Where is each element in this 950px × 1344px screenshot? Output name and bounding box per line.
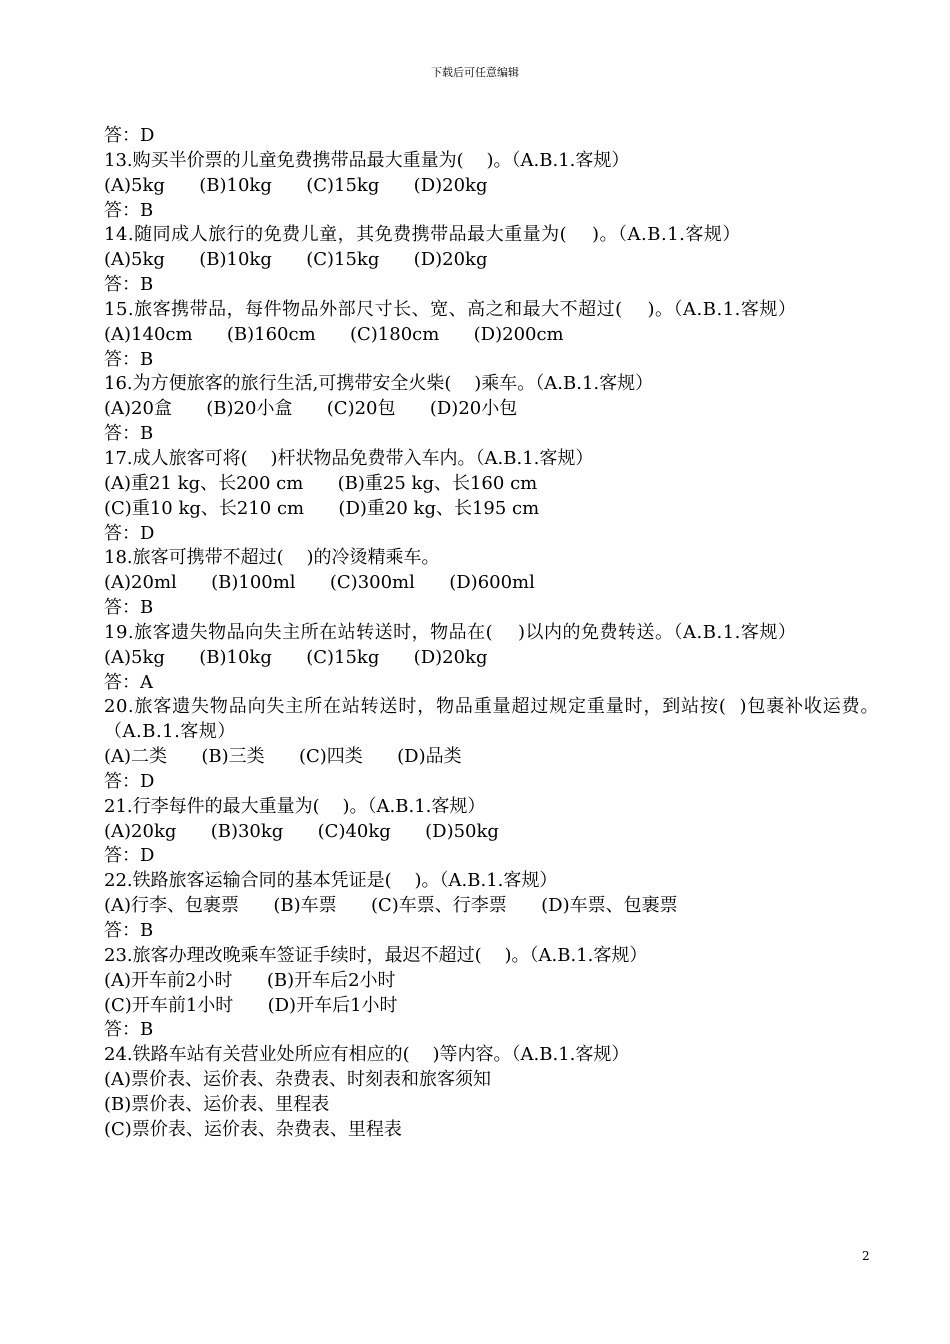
options-19: (A)5kg (B)10kg (C)15kg (D)20kg bbox=[104, 646, 488, 668]
question-19: 19.旅客遗失物品向失主所在站转送时，物品在( )以内的免费转送。（A.B.1.客规） bbox=[104, 621, 797, 643]
question-23: 23.旅客办理改晚乘车签证手续时，最迟不超过( )。（A.B.1.客规） bbox=[104, 944, 648, 966]
question-15: 15.旅客携带品，每件物品外部尺寸长、宽、高之和最大不超过( )。（A.B.1.客规） bbox=[104, 298, 797, 320]
options-23-cd: (C)开车前1小时 (D)开车后1小时 bbox=[104, 994, 398, 1016]
answer-14: 答：B bbox=[104, 274, 154, 296]
question-16: 16.为方便旅客的旅行生活,可携带安全火柴( )乘车。（A.B.1.客规） bbox=[104, 373, 654, 395]
page-header: 下载后可任意编辑 bbox=[431, 66, 519, 79]
answer-17: 答：D bbox=[104, 522, 155, 544]
answer-20: 答：D bbox=[104, 770, 155, 792]
option-24-a: (A)票价表、运价表、杂费表、时刻表和旅客须知 bbox=[104, 1069, 492, 1091]
options-14: (A)5kg (B)10kg (C)15kg (D)20kg bbox=[104, 249, 488, 271]
answer-21: 答：D bbox=[104, 845, 155, 867]
options-13: (A)5kg (B)10kg (C)15kg (D)20kg bbox=[104, 174, 488, 196]
answer-23: 答：B bbox=[104, 1019, 154, 1041]
options-15: (A)140cm (B)160cm (C)180cm (D)200cm bbox=[104, 323, 564, 345]
options-17-cd: (C)重10 kg、长210 cm (D)重20 kg、长195 cm bbox=[104, 497, 540, 519]
question-21: 21.行李每件的最大重量为( )。（A.B.1.客规） bbox=[104, 795, 486, 817]
options-17-ab: (A)重21 kg、长200 cm (B)重25 kg、长160 cm bbox=[104, 472, 538, 494]
question-24: 24.铁路车站有关营业处所应有相应的( )等内容。（A.B.1.客规） bbox=[104, 1044, 630, 1066]
answer-16: 答：B bbox=[104, 423, 154, 445]
question-17: 17.成人旅客可将( )杆状物品免费带入车内。（A.B.1.客规） bbox=[104, 447, 594, 469]
options-20: (A)二类 (B)三类 (C)四类 (D)品类 bbox=[104, 746, 462, 768]
page-number: 2 bbox=[862, 1249, 870, 1263]
options-18: (A)20ml (B)100ml (C)300ml (D)600ml bbox=[104, 572, 535, 594]
answer-15: 答：B bbox=[104, 348, 154, 370]
answer-22: 答：B bbox=[104, 920, 154, 941]
answer-13: 答：B bbox=[104, 199, 154, 221]
options-23-ab: (A)开车前2小时 (B)开车后2小时 bbox=[104, 969, 396, 991]
option-24-c: (C)票价表、运价表、杂费表、里程表 bbox=[104, 1118, 402, 1140]
options-16: (A)20盒 (B)20小盒 (C)20包 (D)20小包 bbox=[104, 398, 518, 420]
answer-18: 答：B bbox=[104, 597, 154, 619]
document-body bbox=[104, 124, 879, 1143]
question-20: 20.旅客遗失物品向失主所在站转送时，物品重量超过规定重量时，到站按( )包裹补收运费。（A.B.1.客规） bbox=[104, 696, 879, 743]
answer-12: 答：D bbox=[104, 125, 155, 146]
options-21: (A)20kg (B)30kg (C)40kg (D)50kg bbox=[104, 820, 499, 842]
answer-19: 答：A bbox=[104, 671, 153, 693]
option-24-b: (B)票价表、运价表、里程表 bbox=[104, 1093, 330, 1115]
question-22: 22.铁路旅客运输合同的基本凭证是( )。（A.B.1.客规） bbox=[104, 870, 558, 892]
options-22: (A)行李、包裹票 (B)车票 (C)车票、行李票 (D)车票、包裹票 bbox=[104, 895, 678, 917]
question-18: 18.旅客可携带不超过( )的冷烫精乘车。 bbox=[104, 547, 440, 569]
question-14: 14.随同成人旅行的免费儿童，其免费携带品最大重量为( )。（A.B.1.客规） bbox=[104, 224, 741, 246]
question-13: 13.购买半价票的儿童免费携带品最大重量为( )。（A.B.1.客规） bbox=[104, 149, 630, 171]
